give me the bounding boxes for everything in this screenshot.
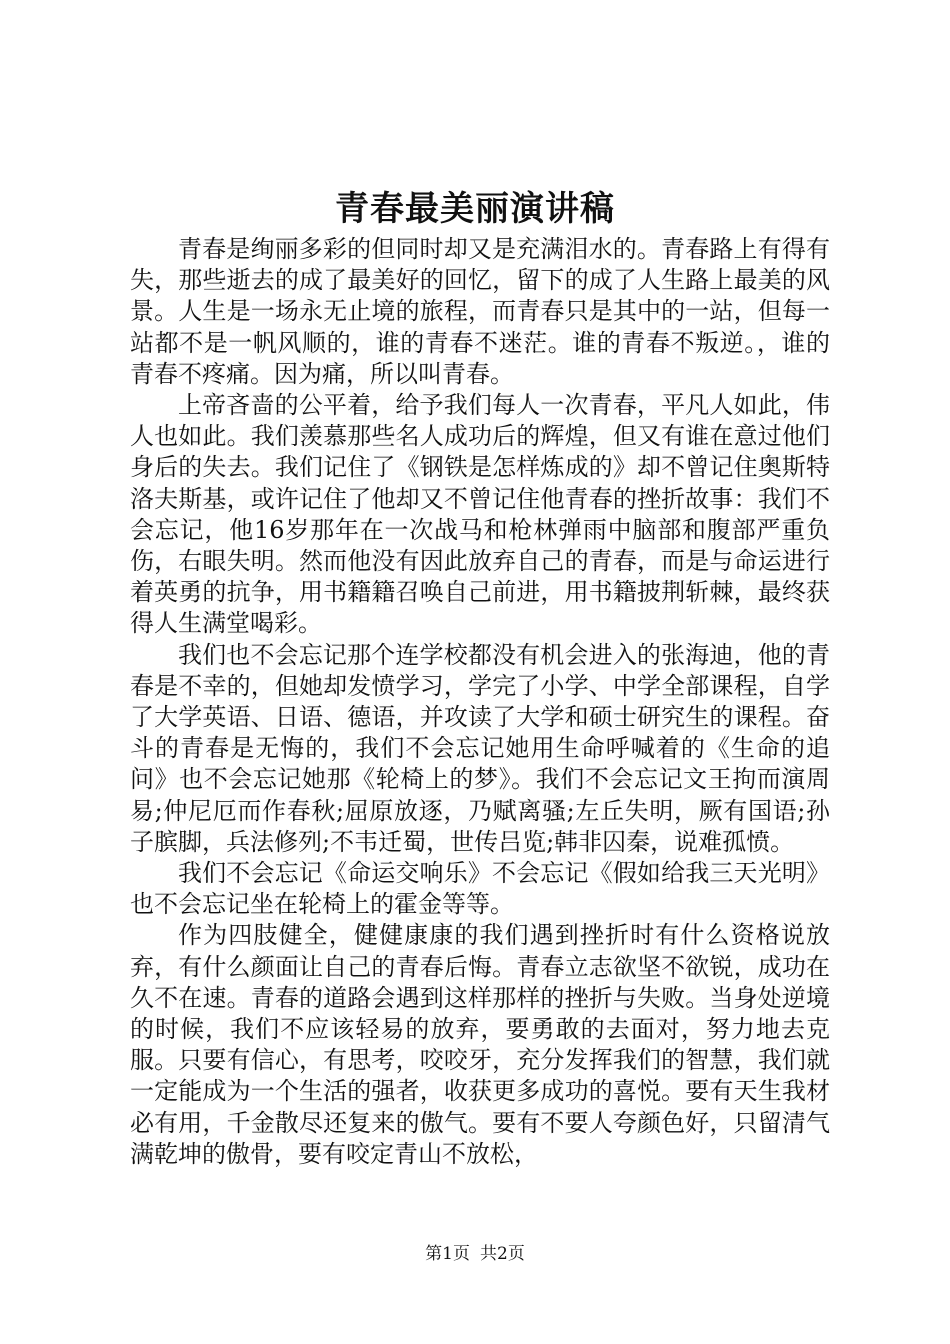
paragraph: 我们也不会忘记那个连学校都没有机会进入的张海迪，他的青春是不幸的，但她却发愤学习，学完了小学、中学全部课程，自学了大学英语、日语、德语，并攻读了大学和硕士研究生的课程。奋斗的青春是无悔的，我们不会忘记她用生命呼喊着的《生命的追问》也不会忘记她那《轮椅上的梦》。我们不会忘记文王拘而演周易;仲尼厄而作春秋;屈原放逐，乃赋离骚;左丘失明，厥有国语;孙子膑脚，兵法修列;不韦迁蜀，世传吕览;韩非囚秦，说难孤愤。 [130,640,830,856]
page-footer [0,1243,950,1265]
page-total: 共2页 [480,1244,525,1264]
paragraph: 作为四肢健全，健健康康的我们遇到挫折时有什么资格说放弃，有什么颜面让自己的青春后悔。青春立志欲坚不欲锐，成功在久不在速。青春的道路会遇到这样那样的挫折与失败。当身处逆境的时候，我们不应该轻易的放弃，要勇敢的去面对，努力地去克服。只要有信心，有思考，咬咬牙，充分发挥我们的智慧，我们就一定能成为一个生活的强者，收获更多成功的喜悦。要有天生我材必有用，千金散尽还复来的傲气。要有不要人夸颜色好，只留清气满乾坤的傲骨，要有咬定青山不放松， [130,921,830,1168]
paragraph: 上帝吝啬的公平着，给予我们每人一次青春，平凡人如此，伟人也如此。我们羡慕那些名人成功后的辉煌，但又有谁在意过他们身后的失去。我们记住了《钢铁是怎样炼成的》却不曾记住奥斯特洛夫斯基，或许记住了他却又不曾记住他青春的挫折故事：我们不会忘记，他16岁那年在一次战马和枪林弹雨中脑部和腹部严重负伤，右眼失明。然而他没有因此放弃自己的青春，而是与命运进行着英勇的抗争，用书籍籍召唤自己前进，用书籍披荆斩棘，最终获得人生满堂喝彩。 [130,391,830,638]
paragraph: 青春是绚丽多彩的但同时却又是充满泪水的。青春路上有得有失，那些逝去的成了最美好的回忆，留下的成了人生路上最美的风景。人生是一场永无止境的旅程，而青春只是其中的一站，但每一站都不是一帆风顺的，谁的青春不迷茫。谁的青春不叛逆。，谁的青春不疼痛。因为痛，所以叫青春。 [130,235,830,388]
paragraph: 我们不会忘记《命运交响乐》不会忘记《假如给我三天光明》也不会忘记坐在轮椅上的霍金等等。 [130,859,830,919]
document-body [130,234,830,1170]
page-number: 第1页 [425,1244,470,1264]
document-title: 青春最美丽演讲稿 [335,189,615,229]
